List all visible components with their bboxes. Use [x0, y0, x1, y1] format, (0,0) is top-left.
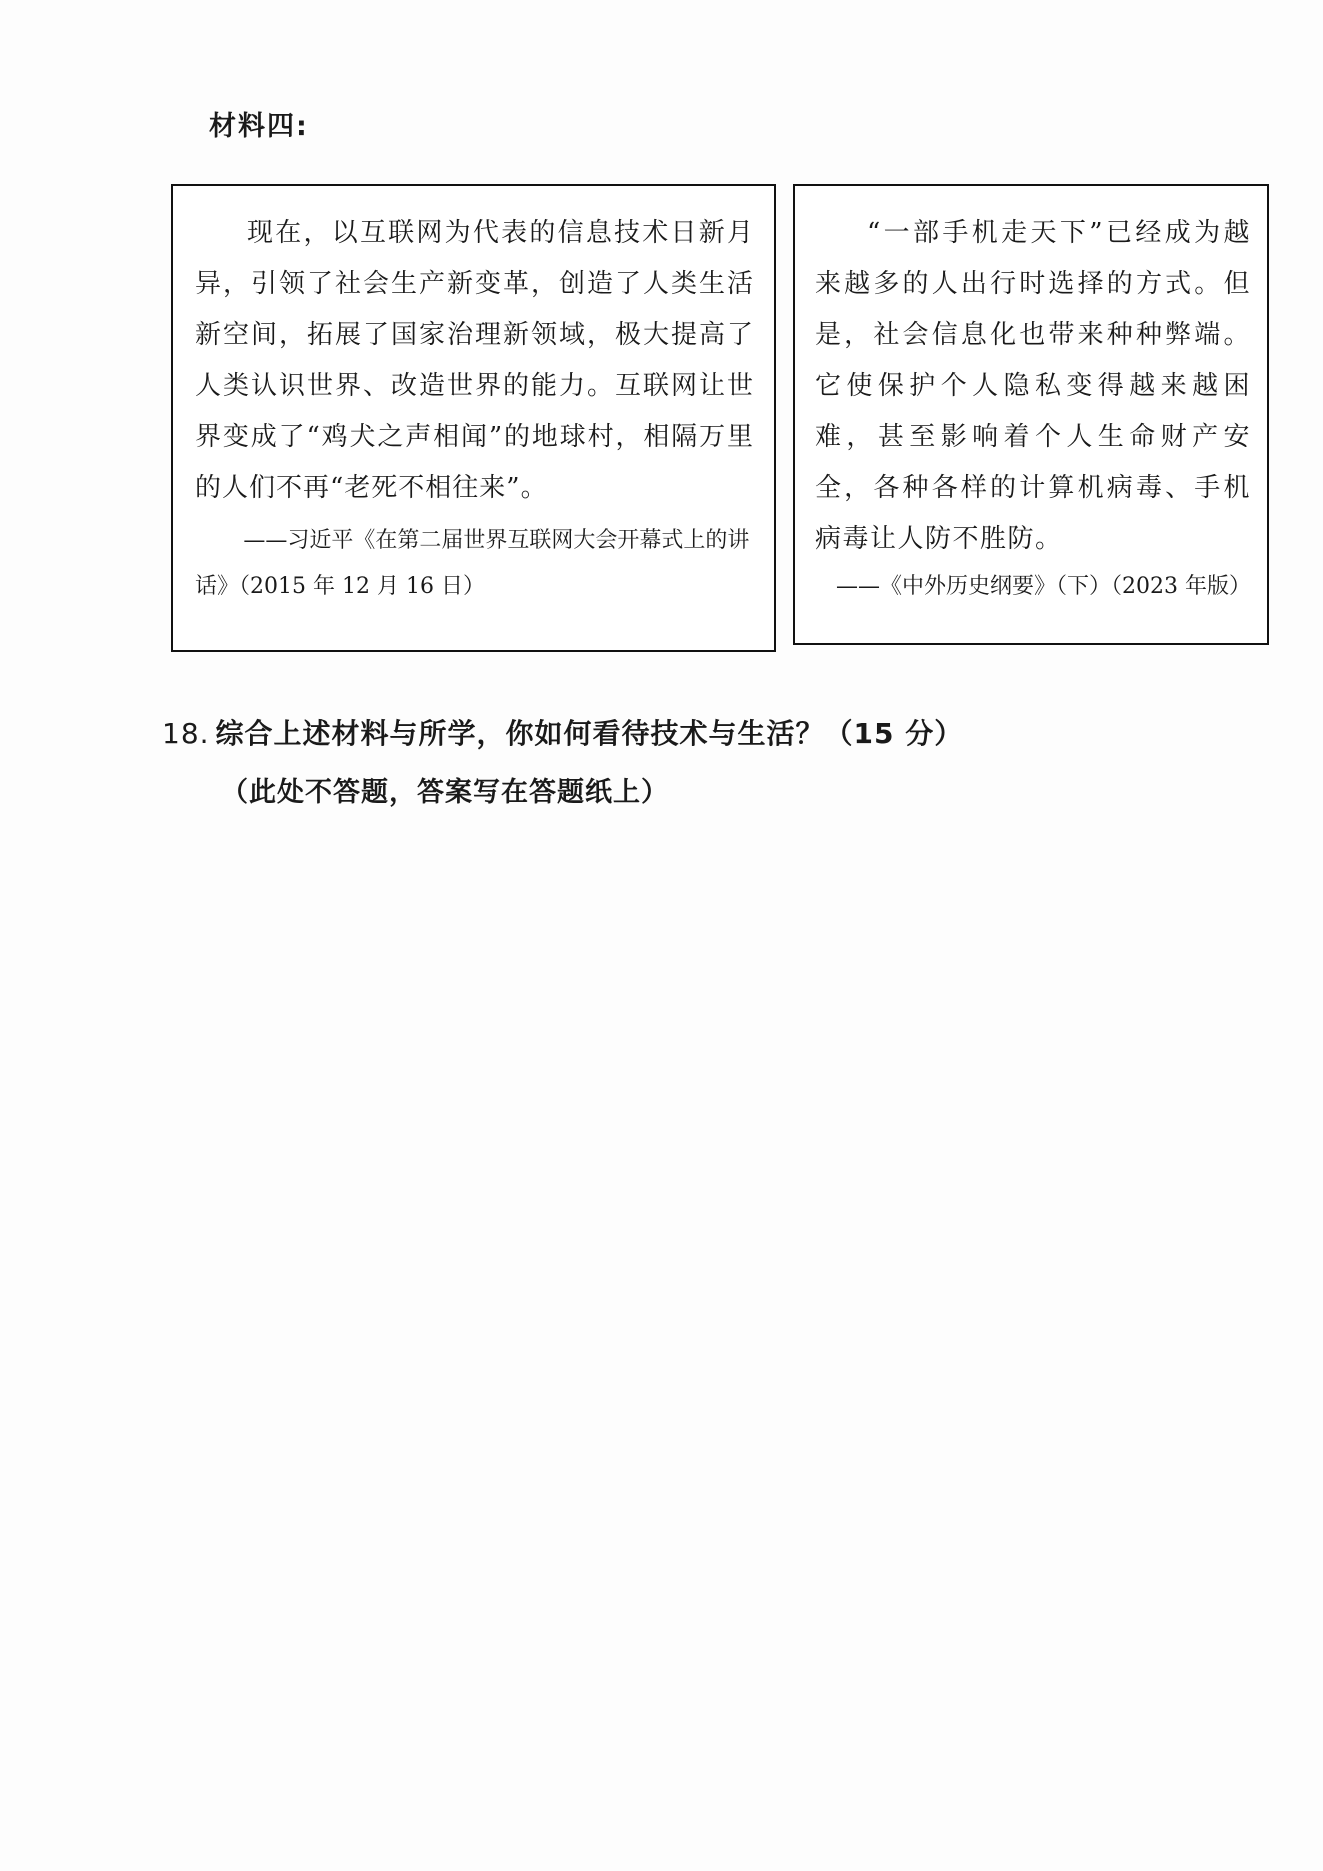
answer-note: （此处不答题，答案写在答题纸上）: [221, 777, 669, 808]
section-label: 材料四:: [209, 111, 309, 142]
material-right-source: ——《中外历史纲要》（下）（2023 年版）: [836, 574, 1251, 599]
material-left-body: 现在，以互联网为代表的信息技术日新月异，引领了社会生产新变革，创造了人类生活新空间，拓展了国家治理新领域，极大提高了人类认识世界、改造世界的能力。互联网让世界变成了“鸡犬之声相闻”的地球村，相隔万里的人们不再“老死不相往来”。: [195, 218, 754, 503]
material-box-left: [171, 184, 776, 652]
material-right-body: “一部手机走天下”已经成为越来越多的人出行时选择的方式。但是，社会信息化也带来种种弊端。它使保护个人隐私变得越来越困难，甚至影响着个人生命财产安全，各种各样的计算机病毒、手机病毒让人防不胜防。: [815, 218, 1251, 554]
question-number: 18.: [162, 717, 210, 750]
material-left-source: ——习近平《在第二届世界互联网大会开幕式上的讲话》（2015 年 12 月 16 日）: [195, 528, 750, 599]
question-18: [162, 712, 963, 752]
question-text: 综合上述材料与所学，你如何看待技术与生活？（15 分）: [215, 717, 964, 750]
material-box-right: [793, 184, 1269, 645]
